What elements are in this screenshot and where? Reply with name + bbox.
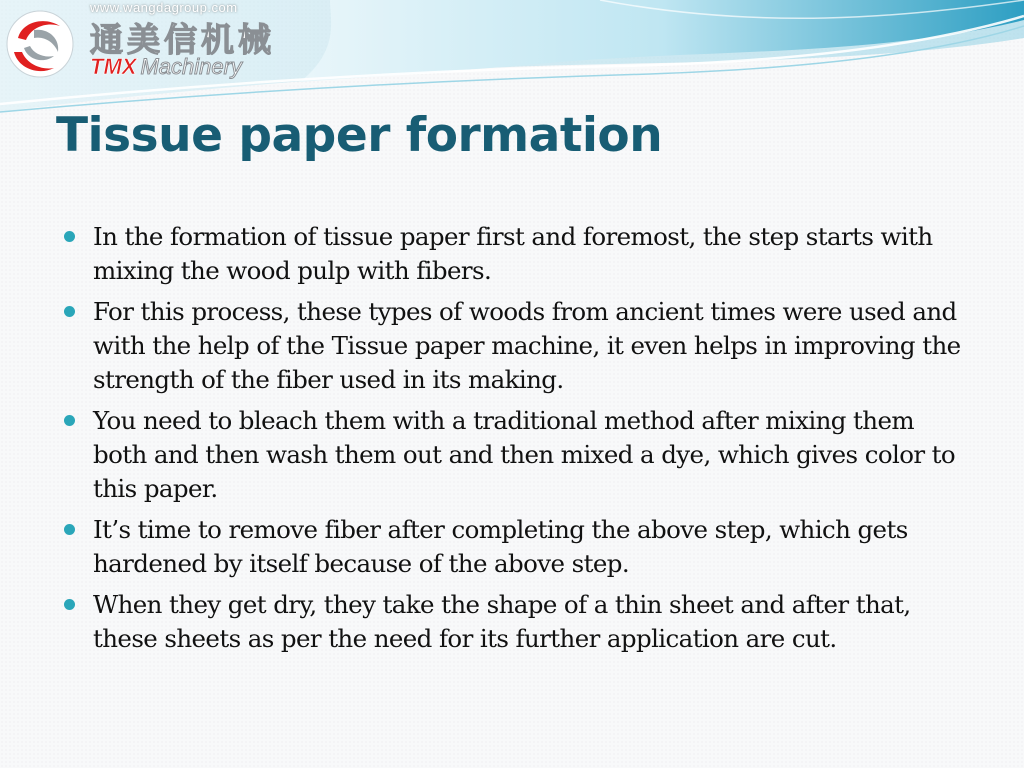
- logo-brand-tmx: TMX: [90, 54, 137, 79]
- bullet-text: When they get dry, they take the shape of a thin sheet and after that, these sheets as per the need for its further application are cut.: [93, 590, 911, 653]
- logo-chinese-name: 通美信机械: [90, 20, 275, 59]
- bullet-item: [64, 588, 964, 656]
- bullet-text: In the formation of tissue paper first and foremost, the step starts with mixing the wood pulp with fibers.: [93, 222, 933, 285]
- logo-brand-machinery: Machinery: [140, 54, 242, 79]
- bullet-item: [64, 513, 964, 581]
- tmx-logo-icon: [4, 8, 76, 80]
- bullet-item: [64, 220, 964, 288]
- logo-website-url: www.wangdagroup.com: [90, 0, 238, 15]
- bullet-dot-icon: [64, 524, 75, 535]
- bullet-item: [64, 295, 964, 397]
- bullet-item: [64, 404, 964, 506]
- bullet-dot-icon: [64, 306, 75, 317]
- bullet-text: It’s time to remove fiber after completing the above step, which gets hardened by itself because of the above step.: [93, 515, 908, 578]
- bullet-text: You need to bleach them with a traditional method after mixing them both and then wash them out and then mixed a dye, which gives color to this paper.: [93, 406, 956, 503]
- bullet-dot-icon: [64, 415, 75, 426]
- bullet-list: [64, 220, 964, 663]
- logo-english-name: [90, 54, 242, 80]
- bullet-text: For this process, these types of woods from ancient times were used and with the help of the Tissue paper machine, it even helps in improving the strength of the fiber used in its making.: [93, 297, 961, 394]
- bullet-dot-icon: [64, 599, 75, 610]
- bullet-dot-icon: [64, 231, 75, 242]
- slide-title: Tissue paper formation: [56, 108, 663, 163]
